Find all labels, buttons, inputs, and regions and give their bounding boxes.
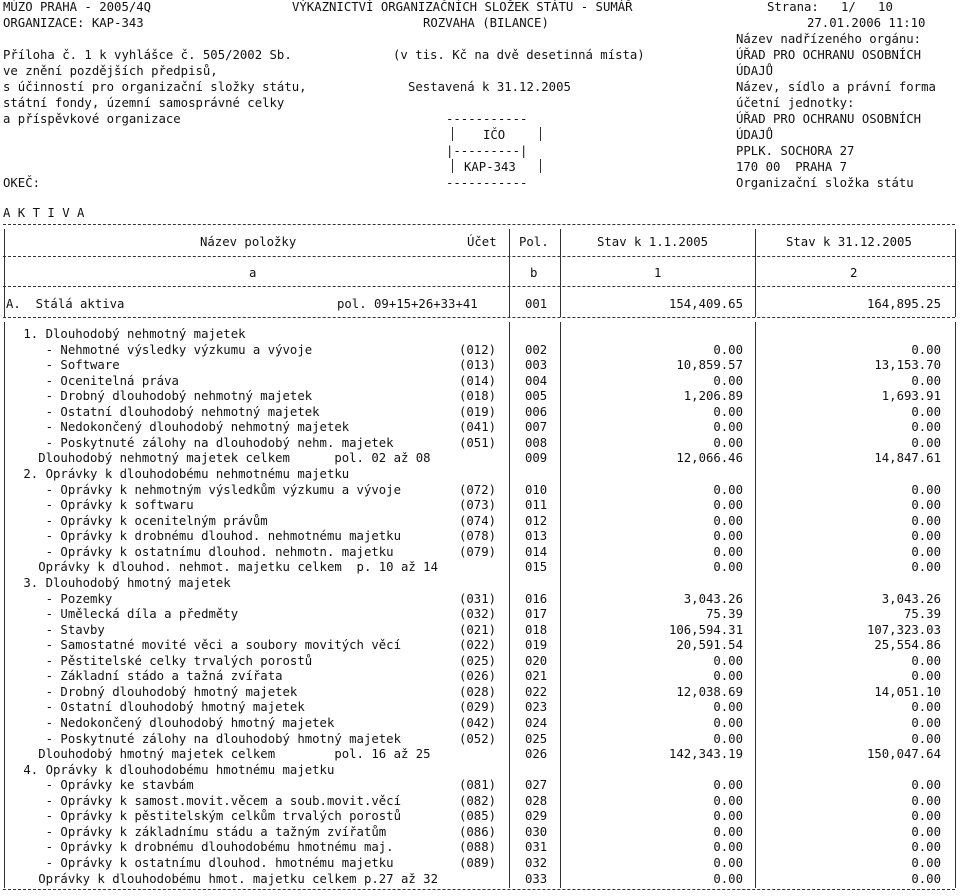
row-end-value: 0.00 bbox=[911, 716, 941, 730]
row-pol: 003 bbox=[525, 358, 548, 373]
row-item-name: - Samostatné movité věci a soubory movitých věcí bbox=[16, 638, 401, 653]
row-item-name: - Stavby bbox=[16, 622, 105, 637]
row-account: (089) bbox=[459, 856, 497, 871]
table-row bbox=[0, 654, 960, 669]
table-row bbox=[0, 514, 960, 529]
table-row bbox=[0, 623, 960, 638]
row-pol: 024 bbox=[525, 716, 548, 730]
row-item-name: - Drobný dlouhodobý nehmotný majetek bbox=[16, 389, 313, 404]
row-start-value: 106,594.31 bbox=[668, 622, 743, 637]
table-row bbox=[0, 436, 960, 451]
row-item-name: Oprávky k dlouhod. nehmot. majetku celkem p. 10 až 14 bbox=[16, 560, 438, 575]
row-end-value: 14,847.61 bbox=[874, 451, 941, 466]
row-account: (072) bbox=[459, 482, 497, 497]
row-account: (041) bbox=[459, 420, 497, 435]
table-row bbox=[0, 576, 960, 591]
table-row bbox=[0, 405, 960, 420]
row-end-value: 0.00 bbox=[911, 404, 941, 419]
row-pol: 022 bbox=[525, 684, 548, 699]
row-start-value: 0.00 bbox=[713, 840, 743, 855]
sep-account bbox=[509, 229, 510, 317]
table-row bbox=[0, 840, 960, 855]
row-item-name: - Oprávky k ostatnímu dlouhod. nehmotn. majetku bbox=[16, 544, 394, 559]
row-item-name: - Oprávky k samost.movit.věcem a soub.movit.věcí bbox=[16, 793, 401, 808]
col-start-header: Stav k 1.1.2005 bbox=[597, 235, 709, 249]
row-start-value: 0.00 bbox=[713, 731, 743, 746]
table-row bbox=[0, 483, 960, 498]
row-pol: 021 bbox=[525, 669, 548, 684]
row-pol: 033 bbox=[525, 871, 548, 886]
row-start-value: 0.00 bbox=[713, 793, 743, 808]
superior-body-name-cont: ÚDAJŮ bbox=[736, 64, 774, 78]
row-end-value: 0.00 bbox=[911, 482, 941, 497]
row-account: (028) bbox=[459, 684, 497, 699]
row-start-value: 10,859.57 bbox=[676, 358, 743, 373]
row-item-name: - Oprávky k drobnému dlouhodobému hmotnému maj. bbox=[16, 840, 394, 855]
legal-basis-line5: a příspěvkové organizace bbox=[3, 112, 181, 126]
row-item-name: - Pozemky bbox=[16, 591, 113, 606]
row-pol: 017 bbox=[525, 607, 548, 622]
row-item-name: - Umělecká díla a předměty bbox=[16, 607, 239, 622]
table-row bbox=[0, 529, 960, 544]
row-account: (025) bbox=[459, 653, 497, 668]
organization-code: ORGANIZACE: KAP-343 bbox=[3, 16, 144, 30]
ico-box-divider: |---------| bbox=[446, 144, 528, 158]
row-pol: 028 bbox=[525, 793, 548, 808]
entity-name: ÚŘAD PRO OCHRANU OSOBNÍCH bbox=[736, 112, 922, 126]
row-item-name: - Nehmotné výsledky výzkumu a vývoje bbox=[16, 342, 313, 357]
row-end-value: 0.00 bbox=[911, 435, 941, 450]
row-item-name: 1. Dlouhodobý nehmotný majetek bbox=[16, 327, 246, 341]
row-item-name: - Oprávky ke stavbám bbox=[16, 778, 194, 793]
col-a-label: a bbox=[249, 266, 257, 280]
row-item-name: - Ocenitelná práva bbox=[16, 373, 179, 388]
legal-basis-line3: s účinností pro organizační složky státu, bbox=[3, 80, 307, 94]
col-pol-header: Pol. bbox=[519, 235, 549, 249]
total-rule bbox=[3, 317, 955, 318]
row-start-value: 20,591.54 bbox=[676, 638, 743, 653]
table-row bbox=[0, 389, 960, 404]
row-pol: 016 bbox=[525, 591, 548, 606]
row-start-value: 0.00 bbox=[713, 856, 743, 871]
row-end-value: 0.00 bbox=[911, 824, 941, 839]
table-row bbox=[0, 592, 960, 607]
kap-box-right bbox=[540, 159, 541, 173]
row-start-value: 0.00 bbox=[713, 669, 743, 684]
units-note: (v tis. Kč na dvě desetinná místa) bbox=[393, 48, 645, 62]
table-row bbox=[0, 794, 960, 809]
table-row bbox=[0, 825, 960, 840]
row-start-value: 0.00 bbox=[713, 778, 743, 793]
row-start-value: 0.00 bbox=[713, 871, 743, 886]
row-pol: 020 bbox=[525, 653, 548, 668]
row-account: (073) bbox=[459, 498, 497, 513]
table-row bbox=[0, 716, 960, 731]
page-number: Strana: 1/ 10 bbox=[767, 0, 893, 14]
kap-box-left bbox=[452, 159, 453, 173]
superior-body-name: ÚŘAD PRO OCHRANU OSOBNÍCH bbox=[736, 48, 922, 62]
row-account: (022) bbox=[459, 638, 497, 653]
row-start-value: 0.00 bbox=[713, 700, 743, 715]
row-start-value: 0.00 bbox=[713, 716, 743, 730]
header-rule bbox=[3, 256, 955, 257]
row-item-name: 2. Oprávky k dlouhodobému nehmotnému majetku bbox=[16, 467, 350, 482]
table-row bbox=[0, 763, 960, 778]
row-account: (032) bbox=[459, 607, 497, 622]
table-row bbox=[0, 700, 960, 715]
row-start-value: 12,038.69 bbox=[676, 684, 743, 699]
row-item-name: - Poskytnuté zálohy na dlouhodobý hmotný majetek bbox=[16, 731, 401, 746]
row-end-value: 0.00 bbox=[911, 700, 941, 715]
row-end-value: 0.00 bbox=[911, 793, 941, 808]
row-end-value: 1,693.91 bbox=[881, 389, 941, 404]
row-start-value: 0.00 bbox=[713, 560, 743, 575]
row-item-name: - Oprávky k softwaru bbox=[16, 498, 194, 513]
row-account: (018) bbox=[459, 389, 497, 404]
row-pol: 029 bbox=[525, 809, 548, 824]
row-item-name: - Software bbox=[16, 358, 120, 373]
table-row bbox=[0, 669, 960, 684]
row-start-value: 0.00 bbox=[713, 404, 743, 419]
row-pol: 008 bbox=[525, 435, 548, 450]
col-2-label: 2 bbox=[850, 266, 858, 280]
row-end-value: 0.00 bbox=[911, 560, 941, 575]
row-item-name: - Poskytnuté zálohy na dlouhodobý nehm. majetek bbox=[16, 435, 394, 450]
row-item-name: 4. Oprávky k dlouhodobému hmotnému majetku bbox=[16, 762, 335, 777]
row-account: (014) bbox=[459, 373, 497, 388]
right-border bbox=[955, 229, 956, 317]
row-item-name: - Oprávky k pěstitelským celkům trvalých porostů bbox=[16, 809, 401, 824]
row-account: (085) bbox=[459, 809, 497, 824]
row-start-value: 3,043.26 bbox=[683, 591, 743, 606]
row-pol: 004 bbox=[525, 373, 548, 388]
col-end-header: Stav k 31.12.2005 bbox=[786, 235, 912, 249]
row-account: (013) bbox=[459, 358, 497, 373]
row-start-value: 0.00 bbox=[713, 544, 743, 559]
table-bottom-rule bbox=[3, 889, 955, 890]
row-account: (074) bbox=[459, 513, 497, 528]
table-row bbox=[0, 560, 960, 575]
okec-label: OKEČ: bbox=[3, 176, 41, 190]
row-end-value: 0.00 bbox=[911, 778, 941, 793]
row-end-value: 0.00 bbox=[911, 871, 941, 886]
row-account: (052) bbox=[459, 731, 497, 746]
table-row bbox=[0, 358, 960, 373]
row-pol: 026 bbox=[525, 747, 548, 762]
row-item-name: - Základní stádo a tažná zvířata bbox=[16, 669, 283, 684]
kap-label: KAP-343 bbox=[464, 160, 516, 174]
table-row bbox=[0, 343, 960, 358]
total-label: A. Stálá aktiva bbox=[6, 297, 125, 311]
row-end-value: 0.00 bbox=[911, 498, 941, 513]
row-item-name: - Oprávky k ostatnímu dlouhod. hmotnému majetku bbox=[16, 856, 394, 871]
row-end-value: 14,051.10 bbox=[874, 684, 941, 699]
row-item-name: - Oprávky k základnímu stádu a tažným zvířatům bbox=[16, 824, 387, 839]
total-formula: pol. 09+15+26+33+41 bbox=[337, 297, 478, 311]
row-end-value: 0.00 bbox=[911, 809, 941, 824]
report-title: VÝKAZNICTVÍ ORGANIZAČNÍCH SLOŽEK STÁTU - SUMÁŘ bbox=[292, 0, 633, 14]
table-row bbox=[0, 498, 960, 513]
row-pol: 027 bbox=[525, 778, 548, 793]
row-account: (079) bbox=[459, 544, 497, 559]
row-item-name: - Ostatní dlouhodobý hmotný majetek bbox=[16, 700, 305, 715]
table-row bbox=[0, 638, 960, 653]
row-item-name: - Oprávky k ocenitelným právům bbox=[16, 513, 268, 528]
row-end-value: 0.00 bbox=[911, 513, 941, 528]
kap-box-bottom: ----------- bbox=[446, 176, 528, 190]
table-row bbox=[0, 809, 960, 824]
col-name-header: Název položky bbox=[200, 235, 297, 249]
total-end-value: 164,895.25 bbox=[866, 297, 941, 311]
entity-city: 170 00 PRAHA 7 bbox=[736, 160, 848, 174]
row-account: (026) bbox=[459, 669, 497, 684]
row-item-name: - Oprávky k drobnému dlouhod. nehmotnému majetku bbox=[16, 529, 401, 544]
row-item-name: - Ostatní dlouhodobý nehmotný majetek bbox=[16, 404, 320, 419]
row-end-value: 75.39 bbox=[903, 607, 941, 622]
row-pol: 015 bbox=[525, 560, 548, 575]
row-start-value: 0.00 bbox=[713, 824, 743, 839]
row-item-name: Dlouhodobý hmotný majetek celkem pol. 16 až 25 bbox=[16, 747, 431, 762]
row-end-value: 13,153.70 bbox=[874, 358, 941, 373]
row-item-name: - Nedokončený dlouhodobý nehmotný majetek bbox=[16, 420, 350, 435]
ico-box-right bbox=[540, 127, 541, 141]
entity-street: PPLK. SOCHORA 27 bbox=[736, 144, 855, 158]
row-pol: 031 bbox=[525, 840, 548, 855]
entity-name-cont: ÚDAJŮ bbox=[736, 128, 774, 142]
row-item-name: - Nedokončený dlouhodobý hmotný majetek bbox=[16, 716, 335, 730]
row-pol: 019 bbox=[525, 638, 548, 653]
ico-box-left bbox=[452, 127, 453, 141]
row-end-value: 0.00 bbox=[911, 529, 941, 544]
subheader-rule bbox=[3, 286, 955, 287]
row-end-value: 0.00 bbox=[911, 653, 941, 668]
row-start-value: 75.39 bbox=[705, 607, 743, 622]
row-account: (081) bbox=[459, 778, 497, 793]
row-end-value: 3,043.26 bbox=[881, 591, 941, 606]
row-pol: 032 bbox=[525, 856, 548, 871]
col-1-label: 1 bbox=[654, 266, 662, 280]
row-account: (031) bbox=[459, 591, 497, 606]
row-end-value: 0.00 bbox=[911, 731, 941, 746]
row-end-value: 107,323.03 bbox=[866, 622, 941, 637]
table-row bbox=[0, 545, 960, 560]
row-pol: 025 bbox=[525, 731, 548, 746]
legal-basis-line2: ve znění pozdějších předpisů, bbox=[3, 64, 218, 78]
statement-name: ROZVAHA (BILANCE) bbox=[423, 16, 549, 30]
row-start-value: 0.00 bbox=[713, 435, 743, 450]
row-start-value: 142,343.19 bbox=[668, 747, 743, 762]
row-end-value: 0.00 bbox=[911, 373, 941, 388]
table-row bbox=[0, 607, 960, 622]
row-account: (021) bbox=[459, 622, 497, 637]
row-end-value: 0.00 bbox=[911, 544, 941, 559]
row-end-value: 0.00 bbox=[911, 420, 941, 435]
row-pol: 011 bbox=[525, 498, 548, 513]
row-end-value: 0.00 bbox=[911, 840, 941, 855]
row-start-value: 0.00 bbox=[713, 513, 743, 528]
row-end-value: 0.00 bbox=[911, 342, 941, 357]
row-pol: 013 bbox=[525, 529, 548, 544]
row-item-name: - Drobný dlouhodobý hmotný majetek bbox=[16, 684, 298, 699]
row-account: (012) bbox=[459, 342, 497, 357]
row-pol: 006 bbox=[525, 404, 548, 419]
row-item-name: Oprávky k dlouhodobému hmot. majetku celkem p.27 až 32 bbox=[16, 871, 438, 886]
row-pol: 010 bbox=[525, 482, 548, 497]
row-start-value: 0.00 bbox=[713, 342, 743, 357]
table-row bbox=[0, 856, 960, 871]
legal-basis-line4: státní fondy, územní samosprávné celky bbox=[3, 96, 285, 110]
table-row bbox=[0, 420, 960, 435]
row-pol: 012 bbox=[525, 513, 548, 528]
section-title: A K T I V A bbox=[3, 206, 85, 220]
col-account-header: Účet bbox=[467, 235, 497, 249]
row-end-value: 150,047.64 bbox=[866, 747, 941, 762]
legal-form: Organizační složka státu bbox=[736, 176, 914, 190]
row-pol: 023 bbox=[525, 700, 548, 715]
row-account: (042) bbox=[459, 716, 497, 730]
row-pol: 007 bbox=[525, 420, 548, 435]
col-b-label: b bbox=[530, 266, 538, 280]
row-start-value: 12,066.46 bbox=[676, 451, 743, 466]
row-start-value: 0.00 bbox=[713, 809, 743, 824]
row-start-value: 0.00 bbox=[713, 653, 743, 668]
entity-info-label-cont: účetní jednotky: bbox=[736, 96, 855, 110]
row-pol: 005 bbox=[525, 389, 548, 404]
row-item-name: - Pěstitelské celky trvalých porostů bbox=[16, 653, 313, 668]
row-item-name: - Oprávky k nehmotným výsledkům výzkumu a vývoje bbox=[16, 482, 401, 497]
ico-label: IČO bbox=[483, 128, 506, 142]
row-pol: 014 bbox=[525, 544, 548, 559]
left-border bbox=[4, 229, 5, 317]
table-row bbox=[0, 374, 960, 389]
table-row bbox=[0, 685, 960, 700]
ico-box-top: ----------- bbox=[446, 112, 528, 126]
table-row bbox=[0, 467, 960, 482]
row-end-value: 25,554.86 bbox=[874, 638, 941, 653]
total-pol: 001 bbox=[525, 297, 548, 311]
entity-info-label: Název, sídlo a právní forma bbox=[736, 80, 936, 94]
legal-basis: Příloha č. 1 k vyhlášce č. 505/2002 Sb. bbox=[3, 48, 292, 62]
table-row bbox=[0, 778, 960, 793]
row-start-value: 0.00 bbox=[713, 482, 743, 497]
row-account: (078) bbox=[459, 529, 497, 544]
row-pol: 018 bbox=[525, 622, 548, 637]
table-row bbox=[0, 451, 960, 466]
row-pol: 009 bbox=[525, 451, 548, 466]
row-start-value: 1,206.89 bbox=[683, 389, 743, 404]
row-account: (029) bbox=[459, 700, 497, 715]
org-name: MÚZO PRAHA - 2005/4Q bbox=[3, 0, 152, 14]
table-row bbox=[0, 747, 960, 762]
row-account: (086) bbox=[459, 824, 497, 839]
compiled-date: Sestavená k 31.12.2005 bbox=[408, 80, 571, 94]
report-timestamp: 27.01.2006 11:10 bbox=[807, 16, 926, 30]
table-row bbox=[0, 732, 960, 747]
row-start-value: 0.00 bbox=[713, 498, 743, 513]
table-row bbox=[0, 327, 960, 342]
row-pol: 002 bbox=[525, 342, 548, 357]
row-end-value: 0.00 bbox=[911, 856, 941, 871]
row-account: (051) bbox=[459, 435, 497, 450]
row-account: (088) bbox=[459, 840, 497, 855]
row-start-value: 0.00 bbox=[713, 529, 743, 544]
total-start-value: 154,409.65 bbox=[668, 297, 743, 311]
row-pol: 030 bbox=[525, 824, 548, 839]
row-account: (019) bbox=[459, 404, 497, 419]
table-top-rule bbox=[3, 224, 955, 225]
superior-body-label: Název nadřízeného orgánu: bbox=[736, 32, 922, 46]
table-row bbox=[0, 872, 960, 887]
row-end-value: 0.00 bbox=[911, 669, 941, 684]
row-item-name: Dlouhodobý nehmotný majetek celkem pol. 02 až 08 bbox=[16, 451, 431, 466]
row-start-value: 0.00 bbox=[713, 420, 743, 435]
row-start-value: 0.00 bbox=[713, 373, 743, 388]
row-account: (082) bbox=[459, 793, 497, 808]
row-item-name: 3. Dlouhodobý hmotný majetek bbox=[16, 575, 231, 590]
